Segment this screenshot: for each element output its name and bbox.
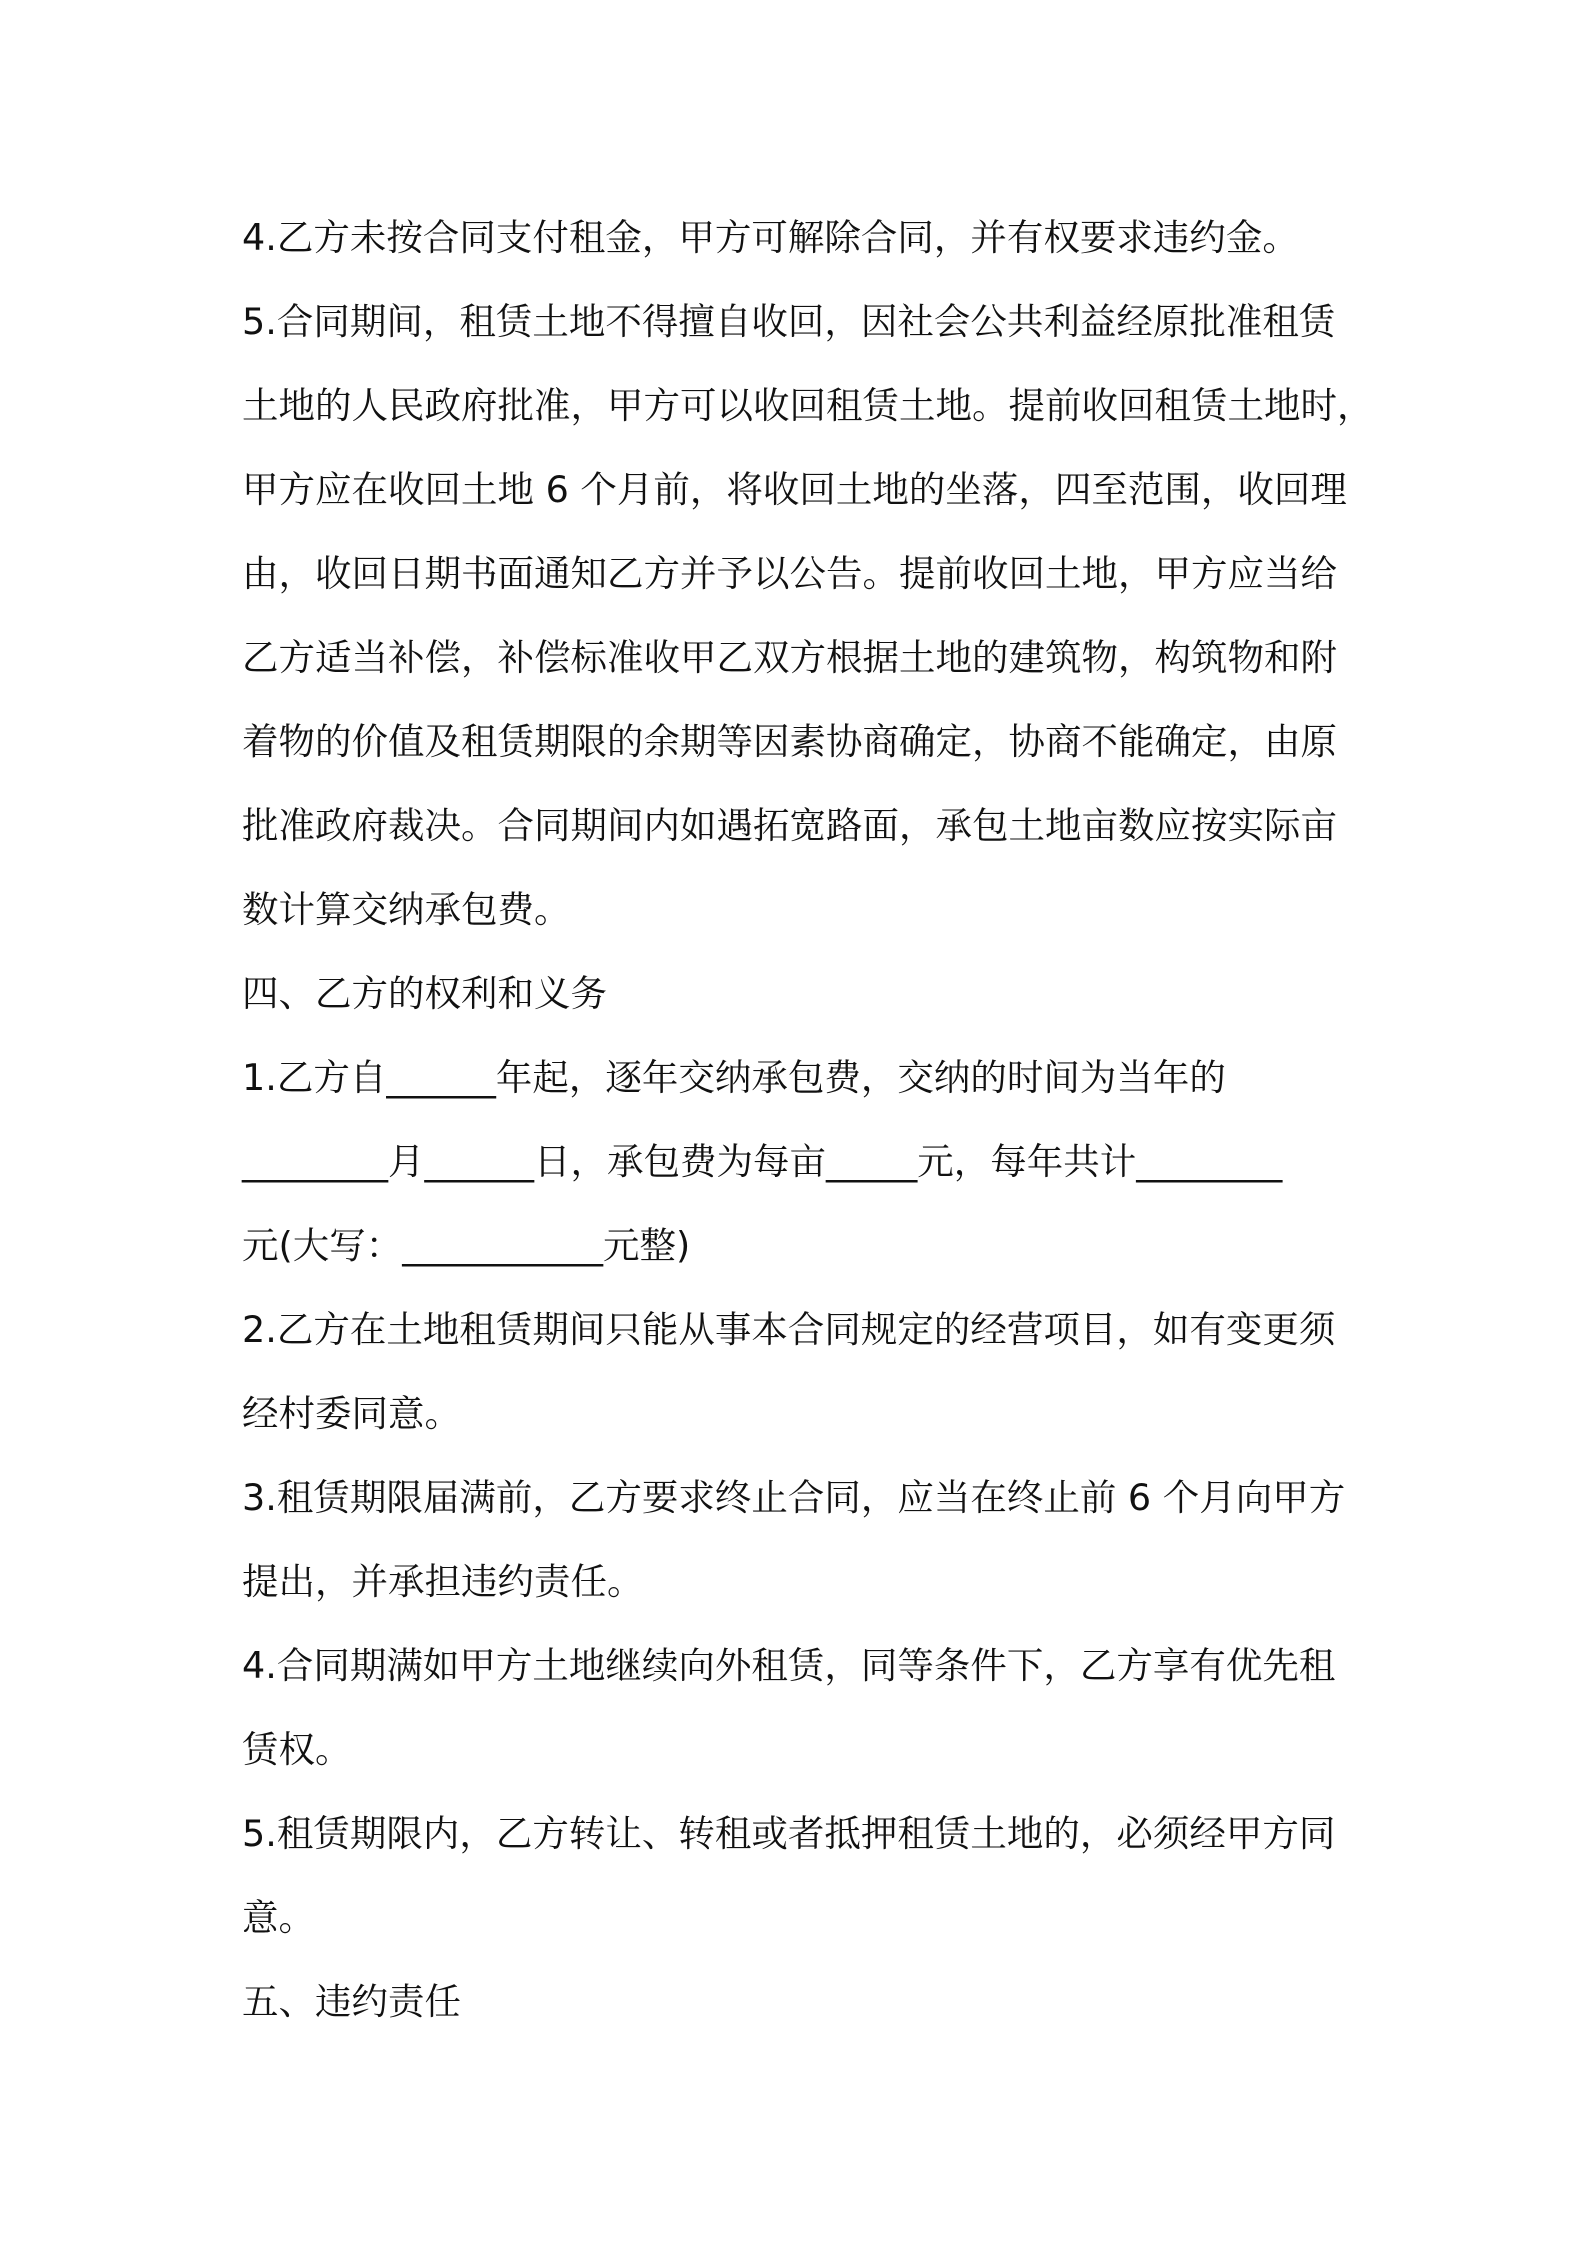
text-line: 乙方适当补偿，补偿标准收甲乙双方根据土地的建筑物，构筑物和附	[242, 636, 1337, 679]
text-line: 土地的人民政府批准，甲方可以收回租赁土地。提前收回租赁土地时，	[242, 384, 1374, 427]
paragraph-4-4	[242, 1624, 1354, 1792]
paragraph-4-1	[242, 1036, 1354, 1288]
text-line: 2.乙方在土地租赁期间只能从事本合同规定的经营项目，如有变更须	[242, 1308, 1336, 1351]
text-line: 着物的价值及租赁期限的余期等因素协商确定，协商不能确定，由原	[242, 720, 1337, 763]
document-body	[242, 196, 1374, 2044]
text-line: 由，收回日期书面通知乙方并予以公告。提前收回土地，甲方应当给	[242, 552, 1337, 595]
text-line: 赁权。	[242, 1728, 352, 1771]
paragraph-3-5	[242, 280, 1374, 952]
text-line: 经村委同意。	[242, 1392, 461, 1435]
text-line: ________月______日，承包费为每亩_____元，每年共计________	[242, 1140, 1283, 1183]
text-line: 5.合同期间，租赁土地不得擅自收回，因社会公共利益经原批准租赁	[242, 300, 1336, 343]
text-line: 1.乙方自______年起，逐年交纳承包费，交纳的时间为当年的	[242, 1056, 1226, 1099]
text-line: 4.乙方未按合同支付租金，甲方可解除合同，并有权要求违约金。	[242, 216, 1299, 259]
text-line: 数计算交纳承包费。	[242, 888, 571, 931]
text-line: 元(大写：___________元整)	[242, 1224, 691, 1267]
text-line: 4.合同期满如甲方土地继续向外租赁，同等条件下，乙方享有优先租	[242, 1644, 1336, 1687]
section-heading-text: 四、乙方的权利和义务	[242, 972, 607, 1015]
text-line: 3.租赁期限届满前，乙方要求终止合同，应当在终止前 6 个月向甲方	[242, 1476, 1346, 1519]
section-heading-rights-obligations	[242, 952, 1354, 1036]
text-line: 提出，并承担违约责任。	[242, 1560, 644, 1603]
section-heading-text: 五、违约责任	[242, 1980, 461, 2023]
paragraph-4-5	[242, 1792, 1354, 1960]
text-line: 意。	[242, 1896, 315, 1939]
paragraph-3-4	[242, 196, 1354, 280]
text-line: 5.租赁期限内，乙方转让、转租或者抵押租赁土地的，必须经甲方同	[242, 1812, 1336, 1855]
section-heading-liability	[242, 1960, 1354, 2044]
text-line: 甲方应在收回土地 6 个月前，将收回土地的坐落，四至范围，收回理	[242, 468, 1347, 511]
text-line: 批准政府裁决。合同期间内如遇拓宽路面，承包土地亩数应按实际亩	[242, 804, 1337, 847]
paragraph-4-2	[242, 1288, 1354, 1456]
paragraph-4-3	[242, 1456, 1354, 1624]
